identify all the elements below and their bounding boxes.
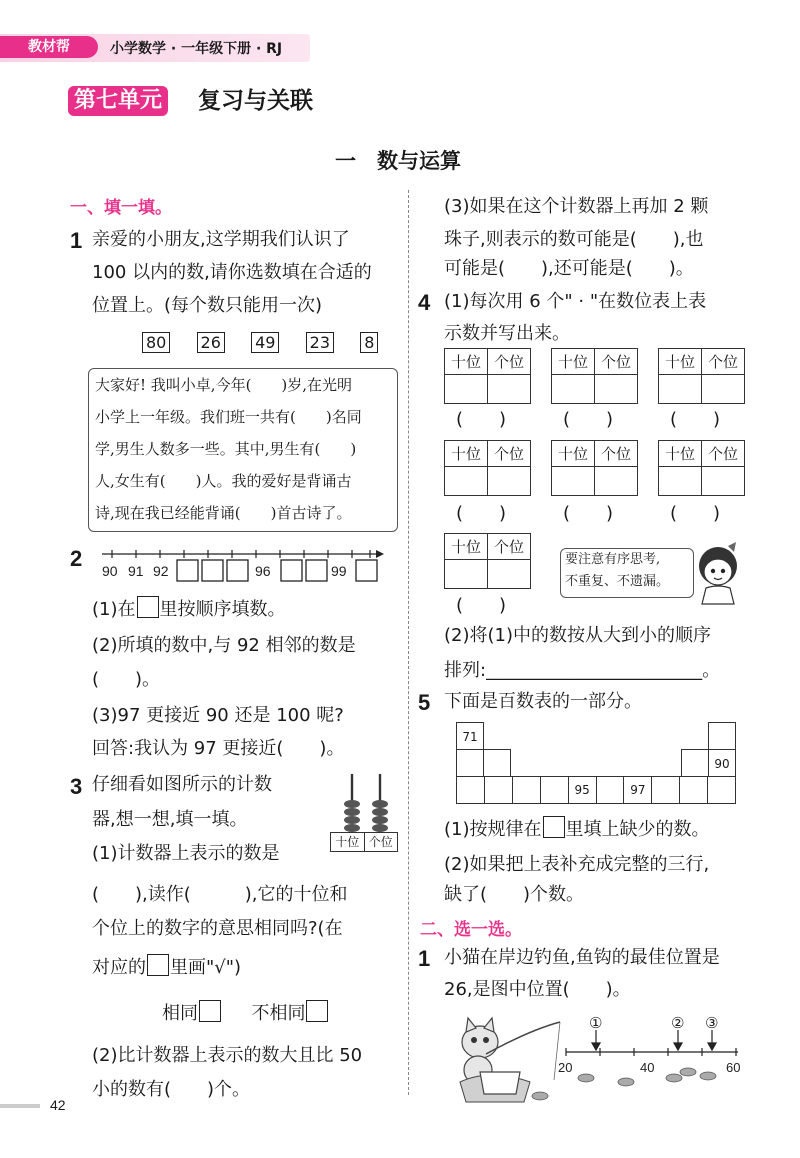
answer-paren[interactable]: ( ) [670,409,721,430]
story-box [88,368,398,532]
place-value-table[interactable] [444,348,531,404]
one-header: 个位 [702,349,745,375]
chart-cell-blank[interactable] [456,749,484,777]
ten-header: 十位 [445,349,488,375]
answer-box[interactable] [147,954,169,976]
footer-bar [0,1104,40,1108]
tick-label: 91 [128,563,144,579]
tick-label: 92 [153,563,169,579]
number-line-blank [281,560,302,581]
chart-cell-blank[interactable] [484,776,513,804]
choice-same-box[interactable] [199,1000,221,1022]
place-value-table[interactable] [444,533,531,589]
p2-q1-line2: 26,是图中位置( )。 [444,979,631,1000]
q3-line8: 小的数有( )个。 [92,1079,251,1100]
q2-line5: 回答:我认为 97 更接近( )。 [92,738,345,759]
q3-line6-a: 对应的 [92,957,146,978]
hint-line: 要注意有序思考, [565,552,661,567]
q1-line3: 位置上。(每个数只能用一次) [92,295,323,316]
chart-cell-blank[interactable] [707,776,736,804]
q4-line3: (2)将(1)中的数按从大到小的顺序 [444,625,711,646]
fishing-illustration [450,1010,750,1105]
unit-title: 复习与关联 [198,88,313,114]
number-choice: 80 [142,332,170,353]
q1-line2: 100 以内的数,请你选数填在合适的 [92,262,372,283]
answer-box[interactable] [137,596,159,618]
abacus-bead [372,800,388,808]
q5-line2-b: 里填上缺少的数。 [565,819,710,840]
abacus-rods [330,772,398,834]
number-line-blank [227,560,248,581]
chart-cell: 71 [456,722,484,750]
place-value-table[interactable] [658,348,745,404]
number-line-blank [177,560,198,581]
ten-header: 十位 [659,349,702,375]
chart-cell: 90 [708,749,736,777]
q1-number: 1 [70,228,83,253]
one-header: 个位 [488,534,531,560]
q4-number: 4 [418,290,431,315]
q2-line1 [92,594,286,625]
q3-line3: (1)计数器上表示的数是 [92,843,280,864]
abacus-bead [344,816,360,824]
position-mark: ③ [705,1014,719,1032]
q4-line2: 示数并写出来。 [444,323,570,344]
place-value-table[interactable] [444,440,531,496]
q5-line2 [444,814,710,845]
tick-label: 90 [102,563,118,579]
unit-badge-label: 第七单元 [74,88,163,113]
tick-label: 99 [331,563,347,579]
q5-line3: (2)如果把上表补充成完整的三行, [444,854,710,875]
chart-cell-blank[interactable] [596,776,625,804]
one-header: 个位 [488,349,531,375]
girl-illustration [690,540,746,606]
fish-icon [578,1074,594,1082]
answer-paren[interactable]: ( ) [563,409,614,430]
arrow-marker [674,1043,682,1050]
hint-bubble [560,548,694,598]
answer-paren[interactable]: ( ) [456,595,507,616]
position-mark: ② [671,1014,685,1032]
number-line-blank [202,560,223,581]
book-subtitle: 小学数学 · 一年级下册 · RJ [110,41,283,57]
number-choice: 23 [306,332,334,353]
q4-line4[interactable]: 排列:________________________。 [444,660,721,681]
answer-paren[interactable]: ( ) [456,503,507,524]
q3-line9: (3)如果在这个计数器上再加 2 颗 [444,196,709,217]
abacus-bead [372,824,388,832]
q3-line10: 珠子,则表示的数可能是( ),也 [444,229,704,250]
q5-line2-a: (1)按规律在 [444,819,542,840]
arrow-marker [708,1043,716,1050]
part1-heading: 一、填一填。 [70,198,172,218]
brand-badge [0,36,98,58]
q3-line7: (2)比计数器上表示的数大且比 50 [92,1045,363,1066]
answer-paren[interactable]: ( ) [456,409,507,430]
answer-box[interactable] [543,816,565,838]
p2-q1-number: 1 [418,946,431,971]
story-line: 学,男生人数多一些。其中,男生有( ) [95,440,357,458]
one-header: 个位 [702,441,745,467]
tick-label: 96 [255,563,271,579]
abacus-bead [372,808,388,816]
abacus-one-label: 个位 [368,835,393,849]
chart-cell-blank[interactable] [540,776,569,804]
chart-cell-blank[interactable] [679,776,708,804]
place-value-table[interactable] [551,348,638,404]
one-header: 个位 [488,441,531,467]
position-mark: ① [589,1014,603,1032]
one-header: 个位 [595,441,638,467]
ten-header: 十位 [659,441,702,467]
chart-cell-blank[interactable] [483,749,511,777]
chart-cell-blank[interactable] [456,776,485,804]
abacus [330,772,398,854]
q3-line1: 仔细看如图所示的计数 [92,774,272,795]
q5-line4: 缺了( )个数。 [444,884,585,905]
ten-header: 十位 [445,534,488,560]
chart-cell: 95 [568,776,597,804]
fish-icon [532,1092,548,1100]
choice-notsame-label: 不相同 [251,1003,306,1024]
axis-label: 40 [640,1060,655,1075]
ten-header: 十位 [445,441,488,467]
chart-cell: 97 [623,776,652,804]
hint-line: 不重复、不遗漏。 [565,574,670,589]
fish-icon [618,1078,634,1086]
abacus-base [330,832,398,852]
q3-choices [162,998,329,1029]
ten-header: 十位 [552,441,595,467]
q1-line1: 亲爱的小朋友,这学期我们认识了 [92,229,350,250]
answer-paren[interactable]: ( ) [670,503,721,524]
abacus-bead [344,808,360,816]
number-choice: 26 [197,332,225,353]
fish-icon [700,1072,716,1080]
chart-cell-blank[interactable] [681,749,709,777]
number-line-blank [356,560,377,581]
q2-line4: (3)97 更接近 90 还是 100 呢? [92,705,344,726]
part2-heading: 二、选一选。 [420,920,522,940]
chart-row [456,776,736,804]
fish-icon [666,1074,682,1082]
q2-line3[interactable]: ( )。 [92,669,161,690]
fish-icon [680,1068,696,1076]
number-choice: 8 [360,332,378,353]
q3-line5: 个位上的数字的意思相同吗?(在 [92,918,343,939]
chart-cell-blank[interactable] [512,776,541,804]
place-value-table[interactable] [658,440,745,496]
q4-line1: (1)每次用 6 个" · "在数位表上表 [444,291,707,312]
ten-header: 十位 [552,349,595,375]
q2-number: 2 [70,546,83,571]
number-line [98,546,388,586]
q3-number: 3 [70,774,83,799]
abacus-bead [372,816,388,824]
chart-cell-blank[interactable] [708,722,736,750]
number-choices [142,333,378,352]
answer-paren[interactable]: ( ) [563,503,614,524]
brand-label: 教材帮 [28,39,70,55]
abacus-ten-label: 十位 [331,833,365,851]
axis-label: 60 [726,1060,741,1075]
q2-line1-b: 里按顺序填数。 [159,599,286,620]
q3-line2: 器,想一想,填一填。 [92,809,248,830]
arrow-marker [592,1043,600,1050]
place-value-table[interactable] [551,440,638,496]
q5-number: 5 [418,690,431,715]
story-line: 人,女生有( )人。我的爱好是背诵古 [95,472,352,490]
p2-q1-line1: 小猫在岸边钓鱼,鱼钩的最佳位置是 [444,947,720,968]
one-header: 个位 [595,349,638,375]
number-choice: 49 [251,332,279,353]
chart-cell-blank[interactable] [651,776,680,804]
story-line: 小学上一年级。我们班一共有( )名同 [95,408,362,426]
q3-line6-b: 里画"√") [170,957,242,978]
page-number: 42 [50,1097,66,1113]
q3-line11: 可能是( ),还可能是( )。 [444,258,694,279]
q3-line4: ( ),读作( ),它的十位和 [92,884,348,905]
q2-line1-a: (1)在 [92,599,136,620]
section-title: 一 数与运算 [335,149,461,173]
unit-badge [68,86,168,116]
abacus-bead [344,824,360,832]
q3-line6 [92,952,241,983]
hundred-chart [456,722,736,806]
q2-line2: (2)所填的数中,与 92 相邻的数是 [92,635,356,656]
story-line: 大家好! 我叫小卓,今年( )岁,在光明 [95,376,353,394]
number-line-blank [306,560,327,581]
choice-same-label: 相同 [162,1003,198,1024]
q5-line1: 下面是百数表的一部分。 [444,691,642,712]
abacus-bead [344,800,360,808]
column-divider [408,190,409,1095]
choice-notsame-box[interactable] [306,1000,328,1022]
story-line: 诗,现在我已经能背诵( )首古诗了。 [95,504,352,522]
axis-label: 20 [558,1060,573,1075]
